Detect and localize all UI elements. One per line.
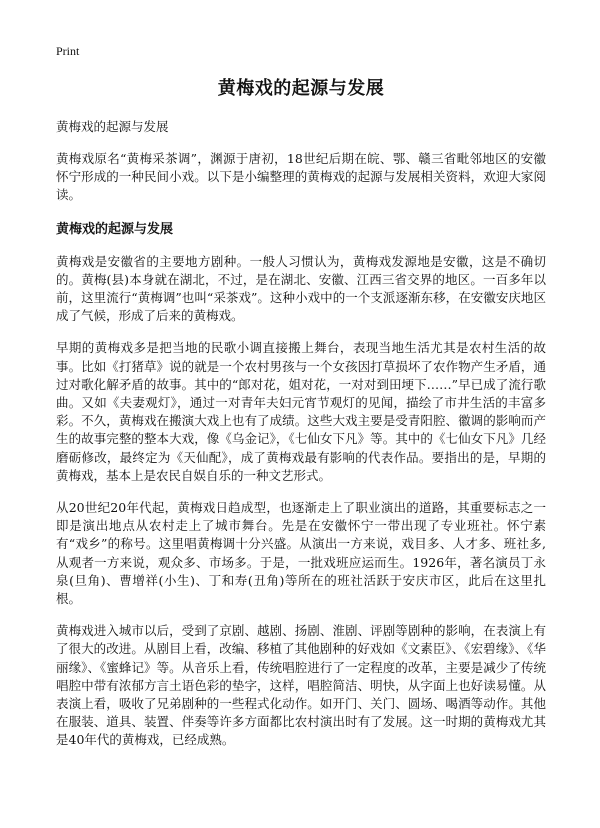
body-paragraph: 黄梅戏是安徽省的主要地方剧种。一般人习惯认为，黄梅戏发源地是安徽，这是不确切的。黄梅(县)本身就在湖北，不过，是在湖北、安徽、江西三省交界的地区。一百多年以前，这里流行“黄梅调”也叫“采茶戏”。这种小戏中的一个支派逐渐东移，在安徽安庆地区成了气候，形成了后来的黄梅戏。 [56,253,546,324]
body-paragraph: 早期的黄梅戏多是把当地的民歌小调直接搬上舞台，表现当地生活尤其是农村生活的故事。比如《打猪草》说的就是一个农村男孩与一个女孩因打草损坏了农作物产生矛盾，通过对歌化解矛盾的故事。其中的“郎对花，姐对花，一对对到田埂下……”早已成了流行歌曲。又如《夫妻观灯》，通过一对青年夫妇元宵节观灯的见闻，描绘了市井生活的丰富多彩。不久，黄梅戏在搬演大戏上也有了成绩。这些大戏主要是受青阳腔、徽调的影响而产生的故事完整的整本大戏，像《乌金记》，《七仙女下凡》等。其中的《七仙女下凡》几经磨砺修改，最终定为《天仙配》，成了黄梅戏最有影响的代表作品。要指出的是，早期的黄梅戏，基本上是农民自娱自乐的一种文艺形式。 [56,340,546,483]
body-paragraph: 从20世纪20年代起，黄梅戏日趋成型，也逐渐走上了职业演出的道路，其重要标志之一即是演出地点从农村走上了城市舞台。先是在安徽怀宁一带出现了专业班社。怀宁素有“戏乡”的称号。这里唱黄梅调十分兴盛。从演出一方来说，戏目多、人才多、班社多,从观者一方来说，观众多、市场多。于是，一批戏班应运而生。1926年，著名演员丁永泉(旦角)、曹增祥(小生)、丁和寿(丑角)等所在的班社活跃于安庆市区，此后在这里扎根。 [56,500,546,607]
article-subtitle: 黄梅戏的起源与发展 [56,119,169,134]
body-paragraph: 黄梅戏进入城市以后，受到了京剧、越剧、扬剧、淮剧、评剧等剧种的影响，在表演上有了很大的改进。从剧目上看，改编、移植了其他剧种的好戏如《文素臣》、《宏碧缘》、《华丽缘》、《蜜蜂记》等。从音乐上看，传统唱腔进行了一定程度的改革，主要是减少了传统唱腔中带有浓郁方言土语色彩的垫字，这样，唱腔简洁、明快，从字面上也好读易懂。从表演上看，吸收了兄弟剧种的一些程式化动作。如开门、关门、圆场、喝酒等动作。其他在服装、道具、装置、伴奏等许多方面都比农村演出时有了发展。这一时期的黄梅戏尤其是40年代的黄梅戏，已经成熟。 [56,623,546,748]
page-title: 黄梅戏的起源与发展 [217,78,385,99]
print-link[interactable]: Print [56,44,80,58]
section-heading: 黄梅戏的起源与发展 [56,221,174,237]
article [56,76,546,750]
intro-paragraph: 黄梅戏原名“黄梅采茶调”，渊源于唐初，18世纪后期在皖、鄂、赣三省毗邻地区的安徽怀宁形成的一种民间小戏。以下是小编整理的黄梅戏的起源与发展相关资料，欢迎大家阅读。 [56,151,546,203]
